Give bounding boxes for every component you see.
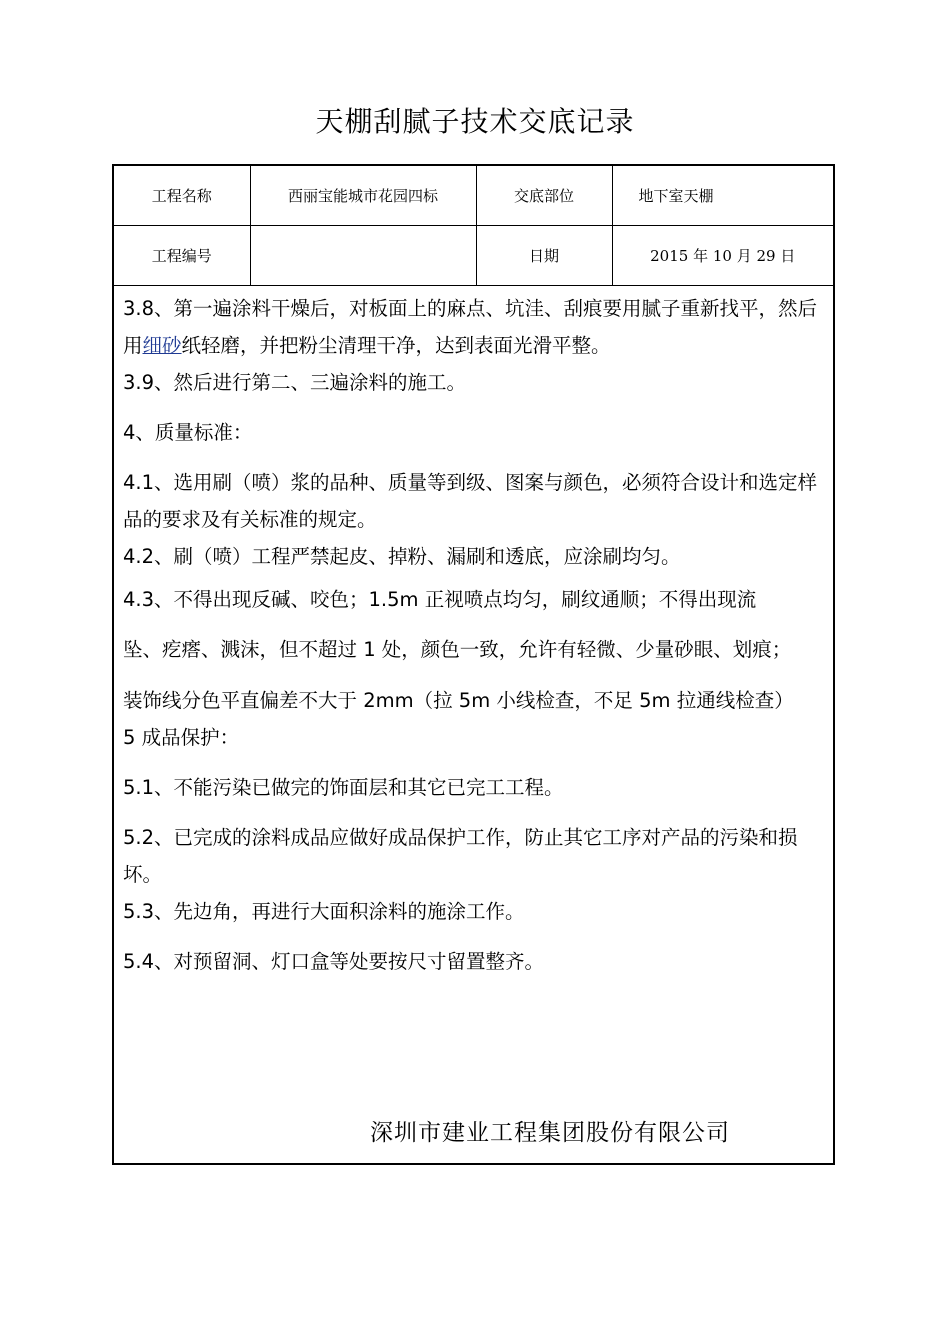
project-no-label: 工程编号	[114, 226, 250, 286]
project-name-label: 工程名称	[114, 166, 250, 226]
heading-product-protection: 5 成品保护：	[123, 726, 240, 749]
paragraph-4-2: 4.2、刷（喷）工程严禁起皮、掉粉、漏刷和透底，应涂刷均匀。	[123, 545, 681, 568]
paragraph-4-3-line: 装饰线分色平直偏差不大于 2mm（拉 5m 小线检查，不足 5m 拉通线检查）	[123, 689, 794, 712]
paragraph-5-2: 5.2、已完成的涂料成品应做好成品保护工作，防止其它工序对产品的污染和损坏。	[123, 826, 798, 886]
header-table	[114, 166, 833, 286]
paragraph-5-3: 5.3、先边角，再进行大面积涂料的施涂工作。	[123, 900, 525, 923]
project-name-value: 西丽宝能城市花园四标	[250, 166, 476, 226]
heading-quality-standard: 4、质量标准：	[123, 421, 253, 444]
content-body	[123, 290, 828, 980]
company-name: 深圳市建业工程集团股份有限公司	[370, 1120, 730, 1146]
paragraph-3-9: 3.9、然后进行第二、三遍涂料的施工。	[123, 371, 467, 394]
record-table	[112, 164, 835, 1165]
paragraph-4-3-line: 坠、疙瘩、溅沫，但不超过 1 处，颜色一致，允许有轻微、少量砂眼、划痕；	[123, 638, 792, 661]
location-value: 地下室天棚	[612, 166, 833, 226]
location-label: 交底部位	[476, 166, 612, 226]
date-value: 2015 年 10 月 29 日	[612, 226, 833, 286]
paragraph-4-3-line: 4.3、不得出现反碱、咬色；1.5m 正视喷点均匀，刷纹通顺；不得出现流	[123, 588, 757, 611]
date-label: 日期	[476, 226, 612, 286]
paragraph-3-8	[123, 290, 828, 364]
document-title: 天棚刮腻子技术交底记录	[315, 105, 635, 138]
paragraph-4-1: 4.1、选用刷（喷）浆的品种、质量等到级、图案与颜色，必须符合设计和选定样品的要求及有关标准的规定。	[123, 471, 818, 531]
paragraph-text: 3.8、第一遍涂料干燥后，对板面上的麻点、坑洼、刮痕要用腻子重新找平，然后用	[123, 297, 818, 357]
header-row-2	[114, 226, 833, 286]
paragraph-5-4: 5.4、对预留洞、灯口盒等处要按尺寸留置整齐。	[123, 950, 545, 973]
project-no-value	[250, 226, 476, 286]
paragraph-4-3	[123, 575, 828, 719]
fine-sand-link[interactable]: 细砂	[142, 334, 182, 357]
paragraph-5-1: 5.1、不能污染已做完的饰面层和其它已完工工程。	[123, 776, 564, 799]
header-row-1	[114, 166, 833, 226]
paragraph-text: 纸轻磨，并把粉尘清理干净，达到表面光滑平整。	[181, 334, 611, 357]
